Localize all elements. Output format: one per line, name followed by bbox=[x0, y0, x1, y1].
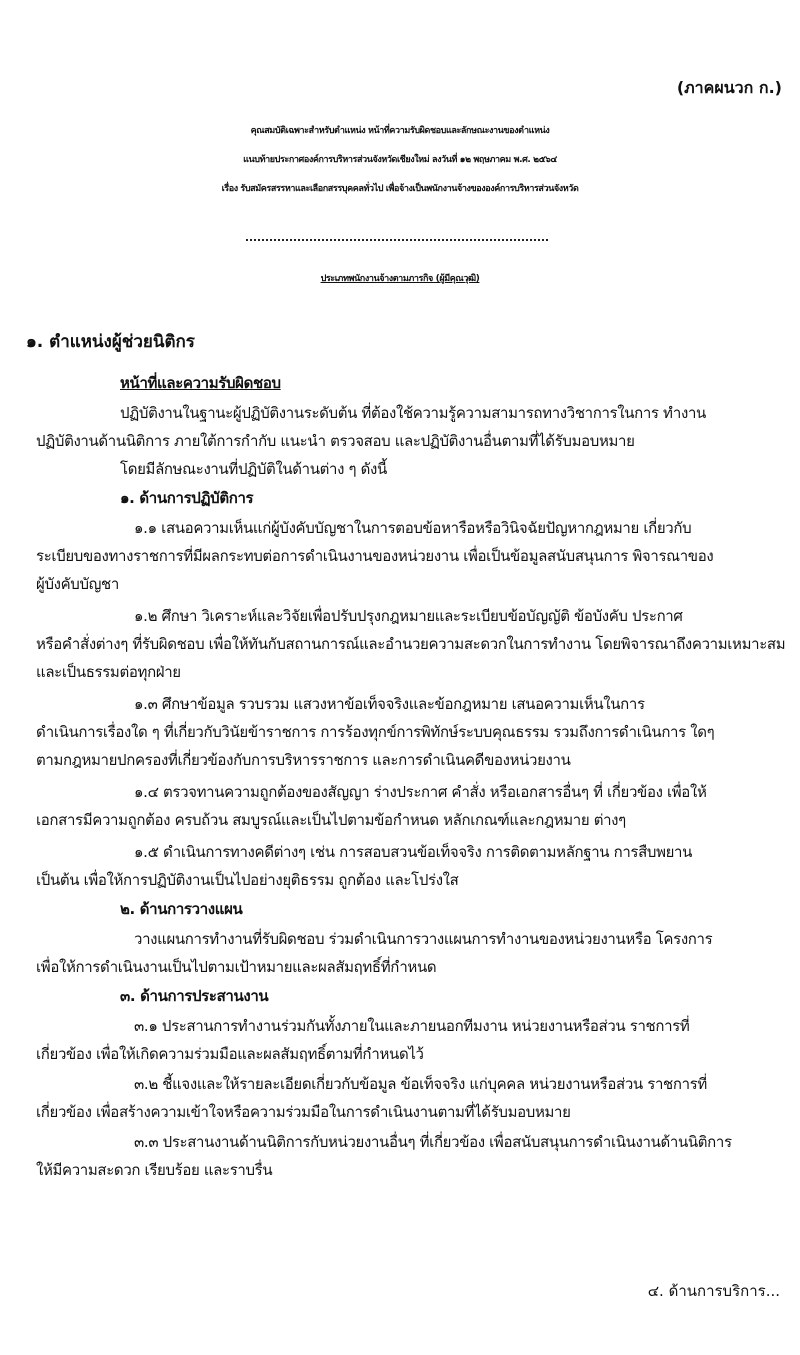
item-1-1-line-3: ผู้บังคับบัญชา bbox=[36, 575, 119, 593]
header-line-1: คุณสมบัติเฉพาะสำหรับตำแหน่ง หน้าที่ความรับผิดชอบและลักษณะงานของตำแหน่ง bbox=[250, 126, 550, 136]
header-line-2: แนบท้ายประกาศองค์การบริหารส่วนจังหวัดเชียงใหม่ ลงวันที่ ๑๒ พฤษภาคม พ.ศ. ๒๕๖๔ bbox=[243, 155, 557, 165]
section-2-line-2: เพื่อให้การดำเนินงานเป็นไปตามเป้าหมายและผลสัมฤทธิ์ที่กำหนด bbox=[36, 958, 437, 976]
section-2-line-1: วางแผนการทำงานที่รับผิดชอบ ร่วมดำเนินการวางแผนการทำงานของหน่วยงานหรือ โครงการ bbox=[134, 930, 713, 948]
item-1-1-line-1: ๑.๑ เสนอความเห็นแก่ผู้บังคับบัญชาในการตอบข้อหารือหรือวินิจฉัยปัญหากฎหมาย เกี่ยวกับ bbox=[134, 519, 692, 537]
section-title: ประเภทพนักงานจ้างตามภารกิจ (ผู้มีคุณวุฒิ) bbox=[320, 274, 480, 284]
section-2-heading: ๒. ด้านการวางแผน bbox=[120, 900, 243, 918]
annex-label: (ภาคผนวก ก.) bbox=[676, 78, 782, 97]
item-1-4-line-1: ๑.๔ ตรวจทานความถูกต้องของสัญญา ร่างประกาศ คำสั่ง หรือเอกสารอื่นๆ ที่ เกี่ยวข้อง เพื่อให้ bbox=[134, 783, 707, 801]
continuation-note: ๔. ด้านการบริการ... bbox=[647, 1282, 780, 1300]
dotted-divider bbox=[246, 239, 548, 241]
item-1-3-line-2: ดำเนินการเรื่องใด ๆ ที่เกี่ยวกับวินัยข้าราชการ การร้องทุกข์การพิทักษ์ระบบคุณธรรม รวมถึงการดำเนินการ ใดๆ bbox=[36, 723, 715, 741]
item-3-1-line-2: เกี่ยวข้อง เพื่อให้เกิดความร่วมมือและผลสัมฤทธิ์ตามที่กำหนดไว้ bbox=[36, 1045, 424, 1063]
intro-line-2: ปฏิบัติงานด้านนิติการ ภายใต้การกำกับ แนะนำ ตรวจสอบ และปฏิบัติงานอื่นตามที่ได้รับมอบหมาย bbox=[36, 432, 635, 450]
item-1-3-line-1: ๑.๓ ศึกษาข้อมูล รวบรวม แสวงหาข้อเท็จจริงและข้อกฎหมาย เสนอความเห็นในการ bbox=[134, 695, 645, 713]
item-1-5-line-2: เป็นต้น เพื่อให้การปฏิบัติงานเป็นไปอย่างยุติธรรม ถูกต้อง และโปร่งใส bbox=[36, 871, 459, 889]
item-1-2-line-2: หรือคำสั่งต่างๆ ที่รับผิดชอบ เพื่อให้ทันกับสถานการณ์และอำนวยความสะดวกในการทำงาน โดยพิจารณาถึงความเหมาะสม bbox=[36, 635, 786, 653]
item-1-4-line-2: เอกสารมีความถูกต้อง ครบถ้วน สมบูรณ์และเป็นไปตามข้อกำหนด หลักเกณฑ์และกฎหมาย ต่างๆ bbox=[36, 811, 626, 829]
item-1-3-line-3: ตามกฎหมายปกครองที่เกี่ยวข้องกับการบริหารราชการ และการดำเนินคดีของหน่วยงาน bbox=[36, 751, 571, 769]
item-3-3-line-2: ให้มีความสะดวก เรียบร้อย และราบรื่น bbox=[36, 1161, 273, 1179]
header-line-3: เรื่อง รับสมัครสรรหาและเลือกสรรบุคคลทั่วไป เพื่อจ้างเป็นพนักงานจ้างขององค์การบริหารส่วนจังหวัด bbox=[221, 184, 579, 194]
section-3-heading: ๓. ด้านการประสานงาน bbox=[120, 987, 269, 1005]
intro-line-1: ปฏิบัติงานในฐานะผู้ปฏิบัติงานระดับต้น ที่ต้องใช้ความรู้ความสามารถทางวิชาการในการ ทำงาน bbox=[120, 404, 706, 422]
item-3-2-line-1: ๓.๒ ชี้แจงและให้รายละเอียดเกี่ยวกับข้อมูล ข้อเท็จจริง แก่บุคคล หน่วยงานหรือส่วน ราชการที่ bbox=[134, 1075, 707, 1093]
item-3-1-line-1: ๓.๑ ประสานการทำงานร่วมกันทั้งภายในและภายนอกทีมงาน หน่วยงานหรือส่วน ราชการที่ bbox=[134, 1017, 690, 1035]
section-1-heading: ๑. ด้านการปฏิบัติการ bbox=[120, 489, 254, 507]
item-1-2-line-1: ๑.๒ ศึกษา วิเคราะห์และวิจัยเพื่อปรับปรุงกฎหมายและระเบียบข้อบัญญัติ ข้อบังคับ ประกาศ bbox=[134, 607, 683, 625]
item-1-2-line-3: และเป็นธรรมต่อทุกฝ่าย bbox=[36, 663, 181, 681]
item-1-1-line-2: ระเบียบของทางราชการที่มีผลกระทบต่อการดำเนินงานของหน่วยงาน เพื่อเป็นข้อมูลสนับสนุนการ พิจารณาของ bbox=[36, 547, 714, 565]
item-3-2-line-2: เกี่ยวข้อง เพื่อสร้างความเข้าใจหรือความร่วมมือในการดำเนินงานตามที่ได้รับมอบหมาย bbox=[36, 1103, 571, 1121]
position-title: ๑. ตำแหน่งผู้ช่วยนิติกร bbox=[26, 332, 195, 352]
item-1-5-line-1: ๑.๕ ดำเนินการทางคดีต่างๆ เช่น การสอบสวนข้อเท็จจริง การติดตามหลักฐาน การสืบพยาน bbox=[134, 843, 693, 861]
item-3-3-line-1: ๓.๓ ประสานงานด้านนิติการกับหน่วยงานอื่นๆ ที่เกี่ยวข้อง เพื่อสนับสนุนการดำเนินงานด้านนิติการ bbox=[134, 1133, 732, 1151]
duties-heading: หน้าที่และความรับผิดชอบ bbox=[120, 374, 281, 392]
intro-line-3: โดยมีลักษณะงานที่ปฏิบัติในด้านต่าง ๆ ดังนี้ bbox=[120, 460, 387, 478]
